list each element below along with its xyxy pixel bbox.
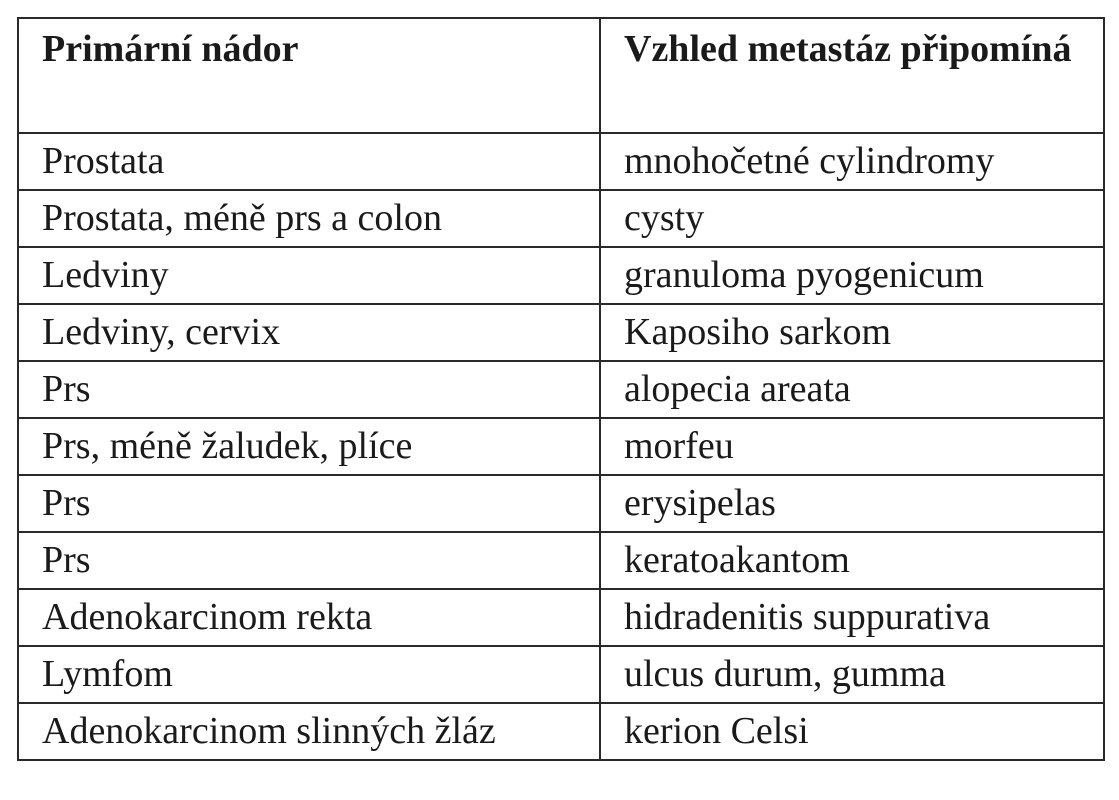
cell-metastasis-appearance: Kaposiho sarkom [600,304,1104,361]
table-header [18,18,1104,133]
cell-primary-tumor: Lymfom [18,646,600,703]
header-primary-tumor: Primární nádor [18,18,600,133]
table-row [18,418,1104,475]
table-row [18,703,1104,760]
cell-primary-tumor: Prostata [18,133,600,190]
metastasis-table [17,17,1105,761]
cell-metastasis-appearance: ulcus durum, gumma [600,646,1104,703]
table-row [18,247,1104,304]
cell-primary-tumor: Prs [18,532,600,589]
cell-primary-tumor: Prs, méně žaludek, plíce [18,418,600,475]
cell-primary-tumor: Adenokarcinom rekta [18,589,600,646]
cell-metastasis-appearance: morfeu [600,418,1104,475]
cell-primary-tumor: Prostata, méně prs a colon [18,190,600,247]
table-row [18,304,1104,361]
cell-primary-tumor: Ledviny, cervix [18,304,600,361]
table-row [18,589,1104,646]
table-row [18,475,1104,532]
cell-metastasis-appearance: erysipelas [600,475,1104,532]
cell-metastasis-appearance: hidradenitis suppurativa [600,589,1104,646]
table-body [18,133,1104,760]
cell-metastasis-appearance: mnohočetné cylindromy [600,133,1104,190]
table-row [18,532,1104,589]
cell-metastasis-appearance: alopecia areata [600,361,1104,418]
table-row [18,190,1104,247]
cell-primary-tumor: Prs [18,361,600,418]
table-row [18,646,1104,703]
cell-primary-tumor: Adenokarcinom slinných žláz [18,703,600,760]
header-metastasis-appearance: Vzhled metastáz připomíná [600,18,1104,133]
cell-metastasis-appearance: cysty [600,190,1104,247]
table-row [18,133,1104,190]
cell-metastasis-appearance: granuloma pyogenicum [600,247,1104,304]
table-row [18,361,1104,418]
cell-metastasis-appearance: kerion Celsi [600,703,1104,760]
header-row [18,18,1104,133]
cell-primary-tumor: Prs [18,475,600,532]
cell-metastasis-appearance: keratoakantom [600,532,1104,589]
cell-primary-tumor: Ledviny [18,247,600,304]
